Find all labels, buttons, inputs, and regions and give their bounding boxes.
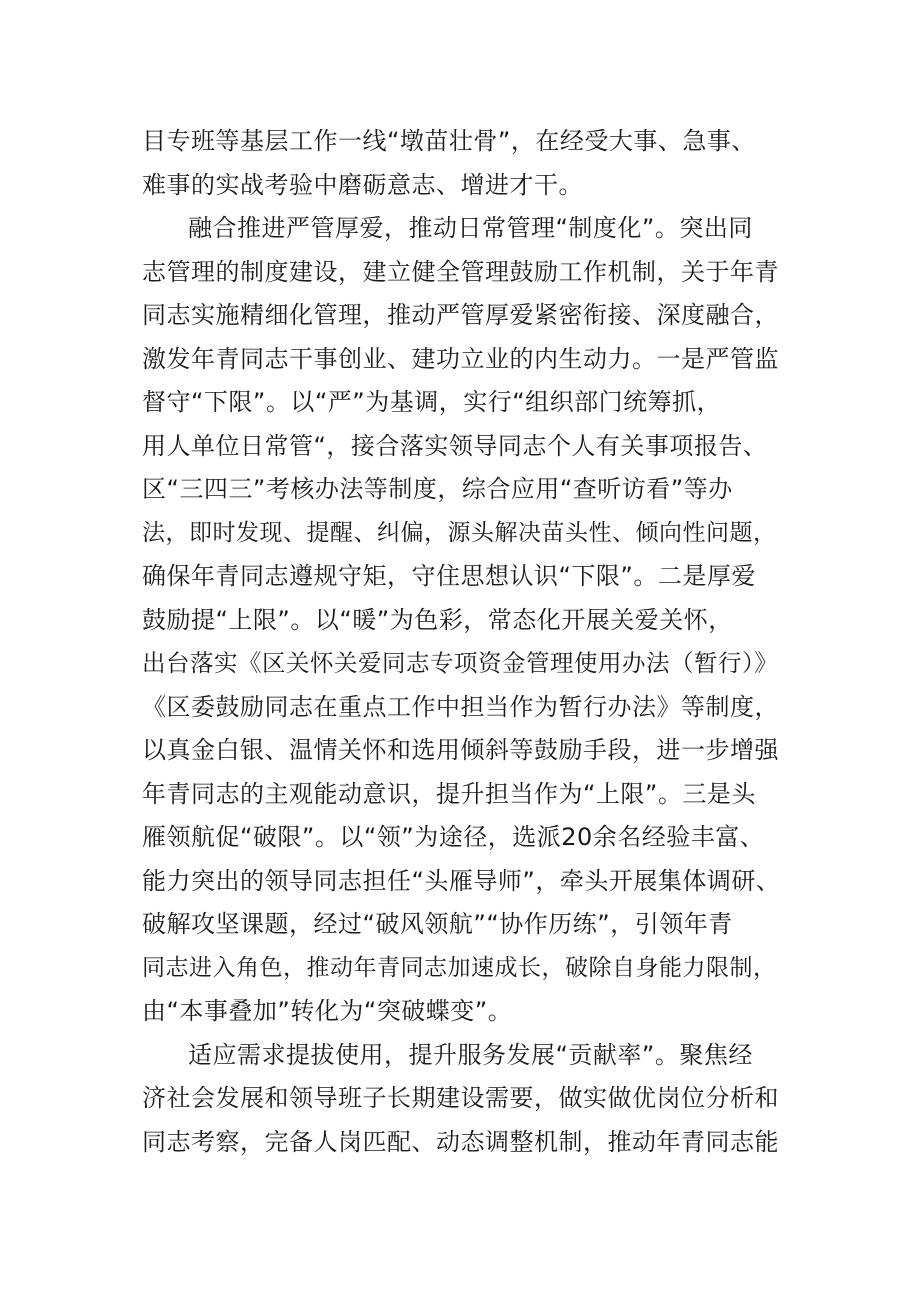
text-line: 激发年青同志干事创业、建功立业的内生动力。一是严管监 — [142, 344, 779, 373]
text-line: 法，即时发现、提醒、纠偏，源头解决苗头性、倾向性问题， — [142, 519, 777, 546]
text-line: 年青同志的主观能动意识，提升担当作为“上限”。三是头 — [142, 779, 756, 808]
text-line: 出台落实《区关怀关爱同志专项资金管理使用办法（暂行）》 — [142, 649, 779, 677]
text-line: 用人单位日常管“，接合落实领导同志个人有关事项报告、 — [142, 431, 768, 460]
text-line: 志管理的制度建设，建立健全管理鼓励工作机制，关于年青 — [142, 257, 779, 286]
text-line: 鼓励提“上限”。以“暖”为色彩，常态化开展关爱关怀， — [142, 605, 733, 634]
text-line: 能力突出的领导同志担任“头雁导师”，牵头开展集体调研、 — [142, 866, 781, 895]
text-line: 济社会发展和领导班子长期建设需要，做实做优岗位分析和 — [142, 1084, 779, 1112]
text-line: 难事的实战考验中磨砺意志、增进才干。 — [142, 170, 583, 199]
text-line: 雁领航促“破限”。以“领”为途径，选派20余名经验丰富、 — [142, 823, 765, 851]
text-line: 督守“下限”。以“严”为基调，实行“组织部门统筹抓， — [142, 388, 722, 416]
paragraph-first-line: 融合推进严管厚爱，推动日常管理“制度化”。突出同 — [188, 214, 753, 242]
text-line: 破解攻坚课题，经过“破风领航”“协作历练”，引领年青 — [142, 910, 733, 938]
text-line: 目专班等基层工作一线“墩苗壮骨”，在经受大事、急事、 — [142, 127, 756, 155]
text-line: 同志考察，完备人岗匹配、动态调整机制，推动年青同志能 — [142, 1127, 779, 1156]
text-line: 确保年青同志遵规守矩，守住思想认识“下限”。二是厚爱 — [142, 562, 756, 590]
body-text — [142, 120, 782, 1164]
text-line: 同志实施精细化管理，推动严管厚爱紧密衔接、深度融合， — [142, 301, 779, 329]
text-line: 《区委鼓励同志在重点工作中担当作为暂行办法》等制度， — [142, 692, 779, 721]
text-line: 区“三四三”考核办法等制度，综合应用“查听访看”等办 — [142, 475, 733, 503]
text-line: 同志进入角色，推动年青同志加速成长，破除自身能力限制， — [142, 954, 777, 981]
paragraph-first-line: 适应需求提拔使用，提升服务发展“贡献率”。聚焦经 — [188, 1040, 753, 1069]
text-line: 由“本事叠加”转化为“突破蝶变”。 — [142, 997, 513, 1025]
text-line: 以真金白银、温情关怀和选用倾斜等鼓励手段，进一步增强 — [142, 736, 779, 764]
